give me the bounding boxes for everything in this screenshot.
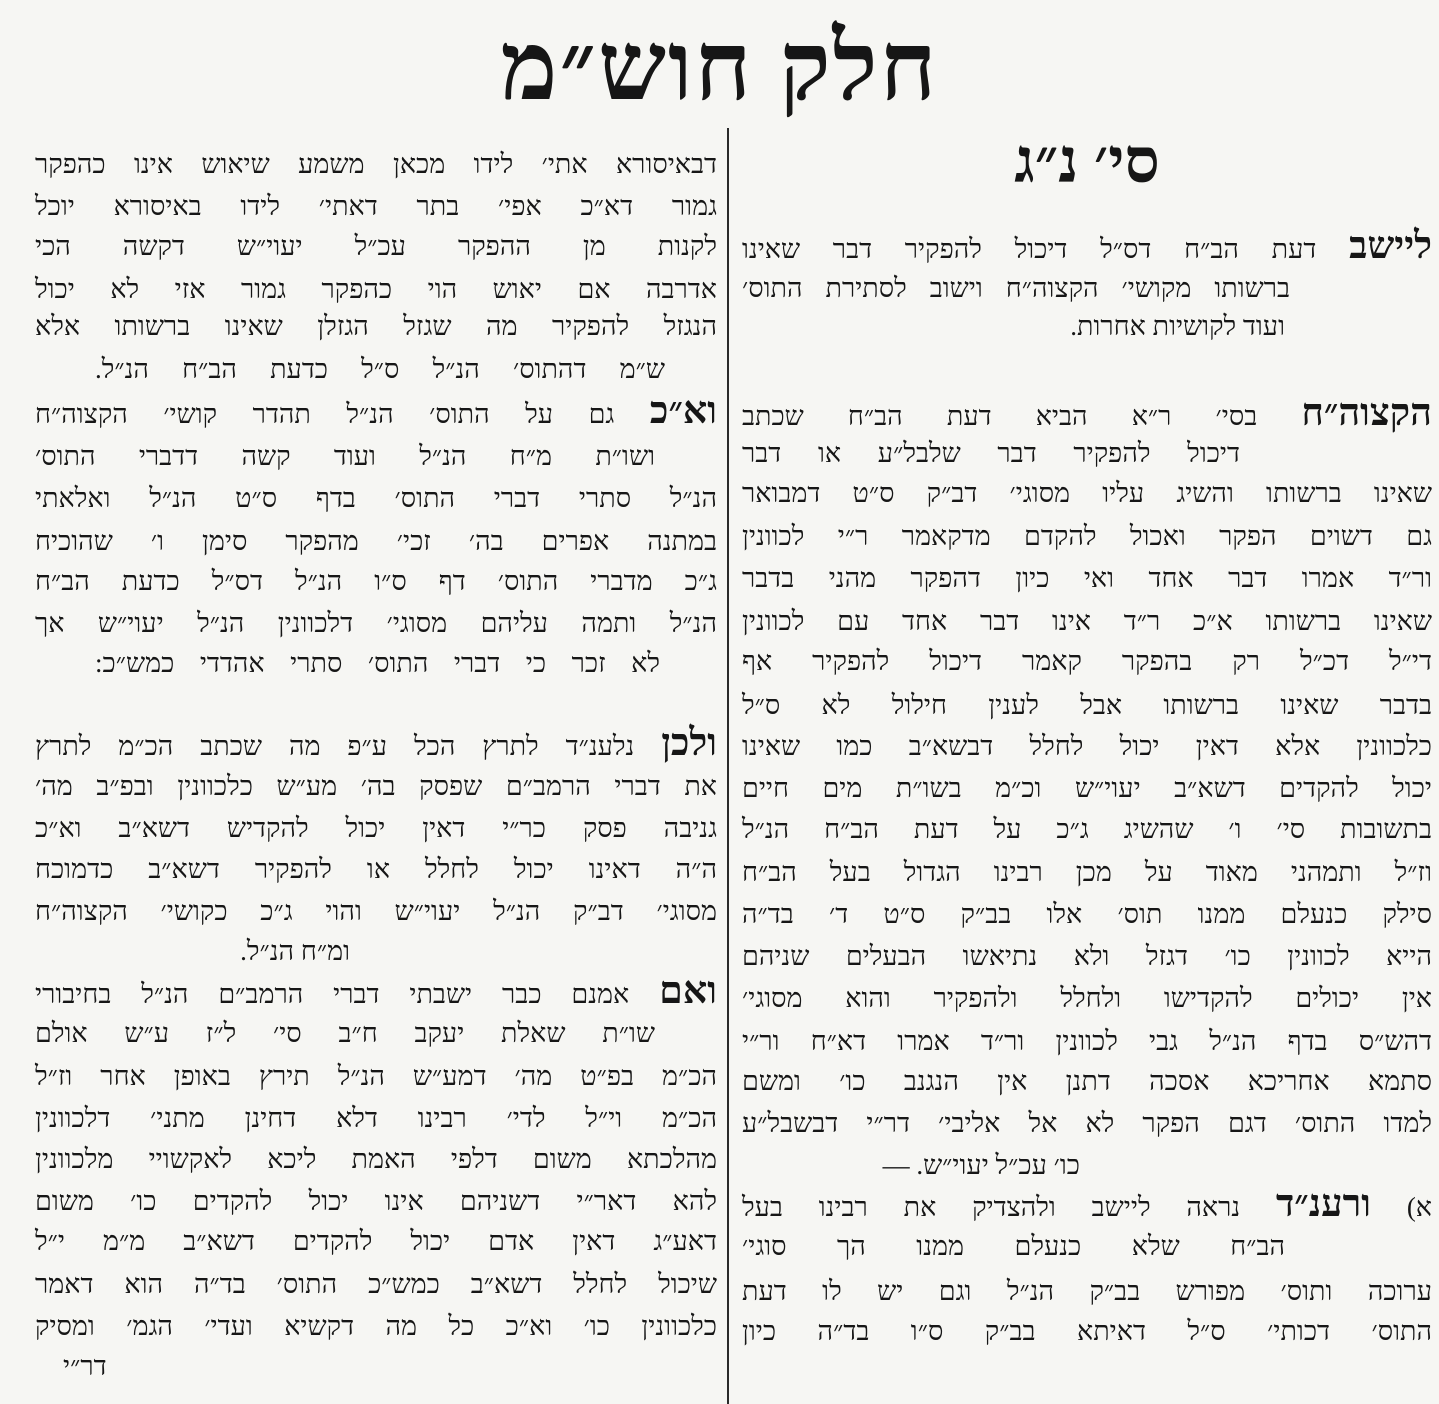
text-line xyxy=(35,969,717,1013)
line-text: ברשותו מקושי׳ הקצוה״ח וישוב לסתירת התוס׳ xyxy=(742,273,1290,303)
catchword xyxy=(35,1344,717,1388)
text-line xyxy=(35,1179,717,1223)
text-line xyxy=(35,389,717,433)
line-text: ועוד לקושיות אחרות. xyxy=(1070,311,1285,341)
text-line xyxy=(35,721,717,765)
text-line xyxy=(35,434,717,478)
text-line xyxy=(35,847,717,891)
lead-word: ואם xyxy=(659,970,717,1012)
line-text: כלכוונין אלא דאין יכול לחלל דבשא״ב כמו שאינו xyxy=(742,731,1432,761)
text-line xyxy=(742,976,1432,1020)
text-line xyxy=(742,766,1432,810)
line-text: ג״כ מדברי התוס׳ דף ס״ו הנ״ל דס״ל כדעת הב״ח xyxy=(35,566,717,596)
line-text: דבאיסורא אתי׳ לידו מכאן משמע שיאוש אינו כהפקר xyxy=(35,149,717,179)
lead-word: הקצוה״ח xyxy=(1301,392,1432,434)
lead-word: ולכן xyxy=(661,722,718,764)
line-text: לא זכר כי דברי התוס׳ סתרי אהדדי כמש״כ: xyxy=(95,648,660,678)
text-line xyxy=(742,807,1432,851)
line-text: הנ״ל ותמה עליהם מסוגי׳ דלכוונין הנ״ל יעוי״ש אך xyxy=(35,608,717,638)
text-line xyxy=(35,1054,717,1098)
line-text: בתשובות סי׳ ו׳ שהשיג ג״כ על דעת הב״ח הנ״ל xyxy=(742,814,1432,844)
line-text: הנגזל להפקיר מה שגזל הגזלן שאינו ברשותו אלא xyxy=(35,311,717,341)
text-line xyxy=(35,764,717,808)
line-text: דאע״ג דאין אדם יכול להקדים דשא״ב מ״מ י״ל xyxy=(35,1226,717,1256)
line-text: מסוגי׳ דב״ק הנ״ל יעוי״ש והוי ג״כ כקושי׳ הקצוה״ח xyxy=(35,896,717,926)
section-heading: סי׳ נ״ג xyxy=(1014,128,1160,196)
text-line xyxy=(35,929,717,973)
text-line xyxy=(742,514,1432,558)
line-text: גם דשוים הפקר ואכול להקדם מדקאמר ר״י לכוונין xyxy=(742,521,1432,551)
line-text: סילק כנעלם ממנו תוס׳ אלו בב״ק ס״ט ד׳ בד״ה xyxy=(742,899,1432,929)
text-line xyxy=(35,1137,717,1181)
line-text: הנ״ל סתרי דברי התוס׳ בדף ס״ט הנ״ל ואלאתי xyxy=(35,483,717,513)
line-text: הייא לכוונין כו׳ דגזל ולא נתיאשו הבעלים שניהם xyxy=(742,941,1432,971)
lead-word: ליישב xyxy=(1349,225,1432,267)
text-line xyxy=(35,347,717,391)
text-line xyxy=(742,224,1432,268)
line-text: מהלכתא משום דלפי האמת ליכא לאקשויי מלכוונין xyxy=(35,1144,717,1174)
text-line xyxy=(35,1219,717,1263)
text-line xyxy=(35,1304,717,1348)
line-text: סתמא אחריכא אסכה דתנן אין הנגנב כו׳ ומשם xyxy=(742,1066,1432,1096)
line-text: שיכול לחלל דשא״ב כמש״כ התוס׳ בד״ה הוא דאמר xyxy=(35,1269,717,1299)
text-line xyxy=(742,1059,1432,1103)
text-line xyxy=(35,601,717,645)
line-text: להא דאר״י דשניהם אינו יכול להקדים כו׳ משום xyxy=(35,1186,717,1216)
left-column xyxy=(35,0,717,1404)
text-line xyxy=(742,1101,1432,1145)
line-text: בסי׳ ר״א הביא דעת הב״ח שכתב xyxy=(742,401,1258,431)
line-text: ור״ד אמרו דבר אחד ואי כיון דהפקר מהני בדבר xyxy=(742,563,1432,593)
text-line xyxy=(742,1269,1432,1313)
line-text: שאינו ברשותו א״כ ר״ד אינו דבר אחד עם לכוונין xyxy=(742,606,1432,636)
text-line xyxy=(35,806,717,850)
line-text: נראה ליישב ולהצדיק את רבינו בעל xyxy=(742,1192,1241,1222)
text-line xyxy=(742,724,1432,768)
text-line xyxy=(742,1019,1432,1063)
line-text: הכ״מ וי״ל לדי׳ רבינו דלא דחינן מתני׳ דלכוונין xyxy=(35,1103,717,1133)
text-line xyxy=(35,1011,717,1055)
text-line xyxy=(742,599,1432,643)
line-text: הכ״מ בפ״ט מה׳ דמע״ש הנ״ל תירץ באופן אחר וז״ל xyxy=(35,1061,717,1091)
text-line xyxy=(742,1309,1432,1353)
line-text: ערוכה ותוס׳ מפורש בב״ק הנ״ל וגם יש לו דעת xyxy=(742,1276,1432,1306)
line-text: בדבר שאינו ברשותו אבל לענין חילול לא ס״ל xyxy=(742,690,1432,720)
line-text: שאינו ברשותו והשיג עליו מסוגי׳ דב״ק ס״ט דמבואר xyxy=(742,478,1432,508)
line-text: ש״מ דהתוס׳ הנ״ל ס״ל כדעת הב״ח הנ״ל. xyxy=(95,354,665,384)
text-line xyxy=(742,850,1432,894)
line-text: למדו התוס׳ דגם הפקר לא אל אליבי׳ דר״י דבשבל״ע xyxy=(742,1108,1432,1138)
text-line xyxy=(742,892,1432,936)
footnote-marker: א) xyxy=(1406,1192,1433,1222)
line-text: כו׳ עכ״ל יעוי״ש. — xyxy=(882,1150,1080,1180)
text-line xyxy=(742,556,1432,600)
line-text: הב״ח שלא כנעלם ממנו הך סוגי׳ xyxy=(742,1231,1285,1261)
column-divider xyxy=(727,128,729,1404)
text-line xyxy=(35,142,717,186)
line-text: לקנות מן ההפקר עכ״ל יעוי״ש דקשה הכי xyxy=(35,231,717,261)
text-line xyxy=(35,641,717,685)
text-line xyxy=(35,559,717,603)
page-title: חלק חוש״מ xyxy=(500,13,939,120)
lead-word: ורענ״ד xyxy=(1276,1183,1371,1225)
text-line xyxy=(742,1182,1432,1226)
line-text: נלענ״ד לתרץ הכל ע״פ מה שכתב הכ״מ לתרץ xyxy=(35,731,635,761)
line-text: אמנם כבר ישבתי דברי הרמב״ם הנ״ל בחיבורי xyxy=(35,979,630,1009)
line-text: אין יכולים להקדישו ולחלל ולהפקיר והוא מסוגי׳ xyxy=(742,983,1432,1013)
text-line xyxy=(742,431,1432,475)
line-text: ושו״ת מ״ח הנ״ל ועוד קשה דדברי התוס׳ xyxy=(35,441,655,471)
text-line xyxy=(35,1096,717,1140)
line-text: גמור דא״כ אפי׳ בתר דאתי׳ לידו באיסורא יוכל xyxy=(35,191,717,221)
line-text: אדרבה אם יאוש הוי כהפקר גמור אזי לא יכול xyxy=(35,274,717,304)
line-text: דיכול להפקיר דבר שלבל״ע או דבר xyxy=(742,438,1240,468)
text-line xyxy=(742,391,1432,435)
line-text: במתנה אפרים בה׳ זכי׳ מהפקר סימן ו׳ שהוכיח xyxy=(35,526,717,556)
text-line xyxy=(35,519,717,563)
line-text: דעת הב״ח דס״ל דיכול להפקיר דבר שאינו xyxy=(742,234,1317,264)
line-text: גם על התוס׳ הנ״ל תהדר קושי׳ הקצוה״ח xyxy=(35,399,615,429)
text-line xyxy=(742,471,1432,515)
text-line xyxy=(35,184,717,228)
line-text: את דברי הרמב״ם שפסק בה׳ מע״ש כלכוונין ובפ״ב מה׳ xyxy=(35,771,717,801)
text-line xyxy=(35,1262,717,1306)
line-text: יכול להקדים דשא״ב יעוי״ש וכ״מ בשו״ת מים חיים xyxy=(742,773,1432,803)
line-text: וז״ל ותמהני מאוד על מכן רבינו הגדול בעל הב״ח xyxy=(742,857,1432,887)
text-line xyxy=(742,639,1432,683)
text-line xyxy=(742,304,1432,348)
line-text: התוס׳ דכותי׳ ס״ל דאיתא בב״ק ס״ו בד״ה כיון xyxy=(742,1316,1432,1346)
line-text: גניבה פסק כר״י דאין יכול להקדיש דשא״ב וא״כ xyxy=(35,813,717,843)
text-line xyxy=(742,683,1432,727)
text-line xyxy=(35,889,717,933)
line-text: שו״ת שאלת יעקב ח״ב סי׳ ל״ז ע״ש אולם xyxy=(35,1018,655,1048)
lead-word: וא״כ xyxy=(649,390,718,432)
line-text: דהש״ס בדף הנ״ל גבי לכוונין ור״ד אמרו דא״ח ור״י xyxy=(742,1026,1432,1056)
text-line xyxy=(742,934,1432,978)
text-line xyxy=(35,304,717,348)
text-line xyxy=(742,1143,1432,1187)
line-text: ומ״ח הנ״ל. xyxy=(240,936,350,966)
text-line xyxy=(742,1224,1432,1268)
right-column xyxy=(742,0,1432,1404)
catchword-text: דר״י xyxy=(63,1351,107,1381)
line-text: ה״ה דאינו יכול לחלל או להפקיר דשא״ב כדמוכח xyxy=(35,854,717,884)
text-line xyxy=(35,224,717,268)
text-line xyxy=(35,476,717,520)
line-text: כלכוונין כו׳ וא״כ כל מה דקשיא ועדי׳ הגמ׳ ומסיק xyxy=(35,1311,717,1341)
line-text: די״ל דכ״ל רק בהפקר קאמר דיכול להפקיר אף xyxy=(742,646,1432,676)
